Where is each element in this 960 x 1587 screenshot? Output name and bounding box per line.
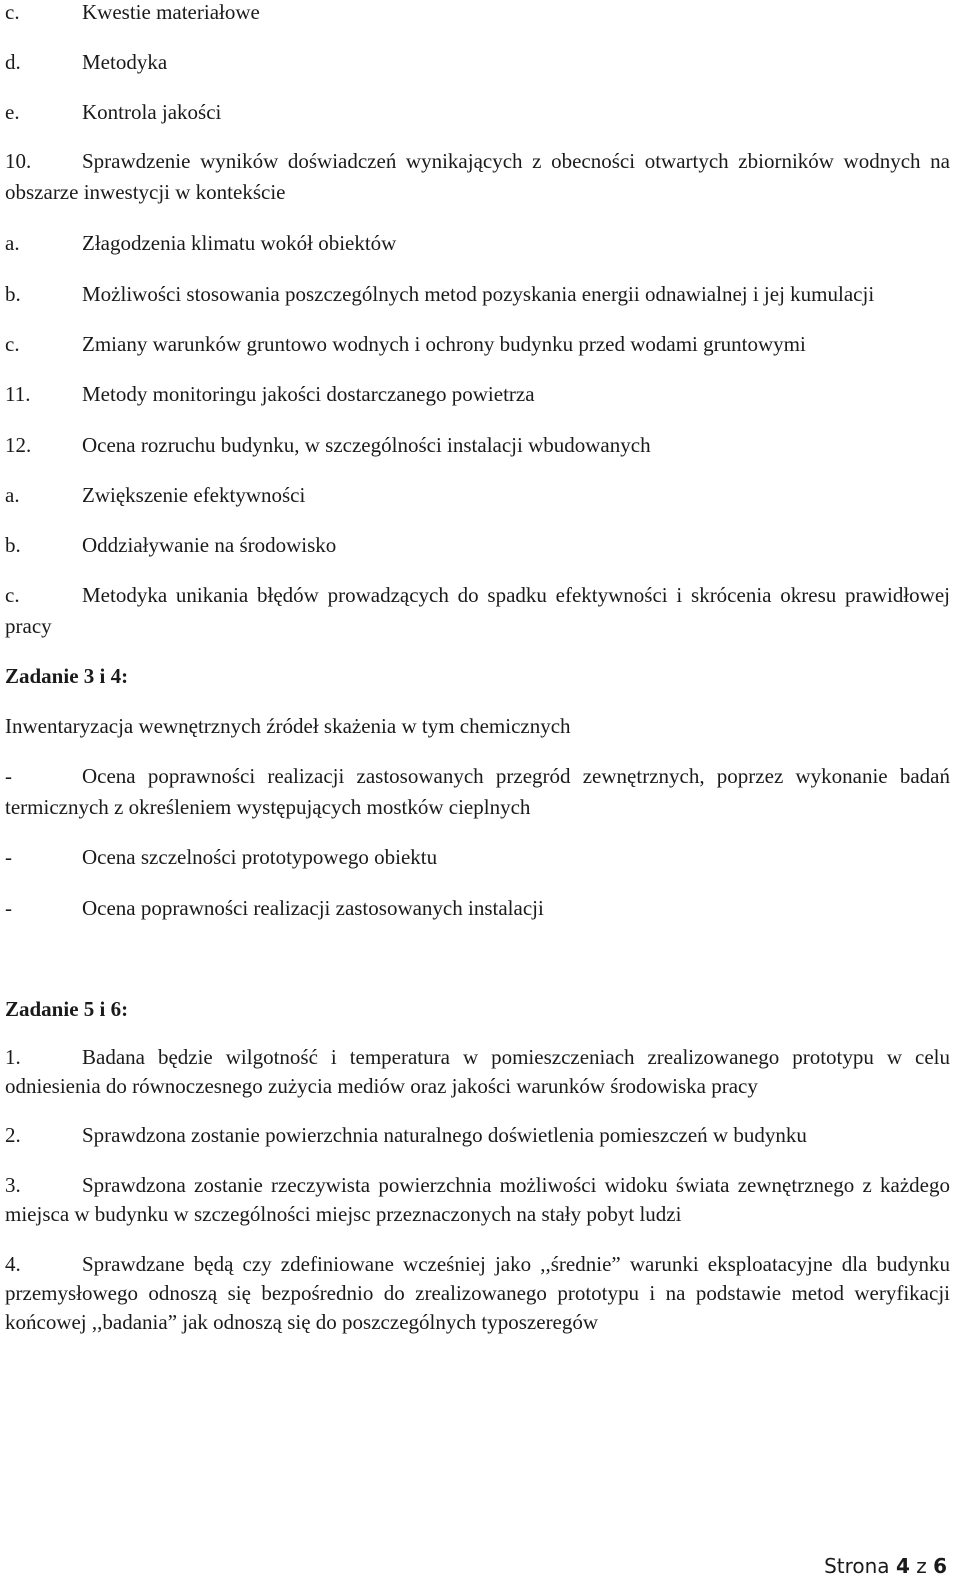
list-item-text: Oddziaływanie na środowisko: [82, 533, 337, 557]
list-item-text: Zmiany warunków gruntowo wodnych i ochrony budynku przed wodami gruntowymi: [82, 332, 806, 356]
list-item-c-materials: [5, 0, 950, 27]
task-3-4-intro: Inwentaryzacja wewnętrznych źródeł skażenia w tym chemicznych: [5, 714, 571, 738]
list-item-e-quality: [5, 97, 950, 127]
list-item-b-renewable: [5, 278, 950, 310]
page-number-label: Strona: [824, 1554, 890, 1578]
list-item-a-climate: [5, 228, 950, 258]
list-item-text: Zwiększenie efektywności: [82, 483, 306, 507]
list-marker: c.: [5, 583, 20, 607]
list-marker: 2.: [5, 1123, 21, 1147]
list-item-c-errors: [5, 580, 950, 642]
task-5-6-item: [5, 1250, 950, 1337]
task-3-4-bullet: [5, 893, 950, 923]
task-5-6-item: [5, 1171, 950, 1229]
page-number-current: 4: [895, 1554, 910, 1578]
list-marker: a.: [5, 483, 20, 507]
list-item-text: Metodyka unikania błędów prowadzących do spadku efektywności i skrócenia okresu prawidłowej pracy: [5, 583, 950, 638]
list-marker: 1.: [5, 1045, 21, 1069]
list-marker: 12.: [5, 433, 32, 457]
list-item-text: Sprawdzona zostanie powierzchnia naturalnego doświetlenia pomieszczeń w budynku: [82, 1123, 807, 1147]
list-item-text: Złagodzenia klimatu wokół obiektów: [82, 231, 397, 255]
list-item-text: Sprawdzenie wyników doświadczeń wynikających z obecności otwartych zbiorników wodnych na obszarze inwestycji w kontekście: [5, 149, 950, 204]
page-number: [824, 1554, 947, 1578]
task-5-6-item: [5, 1043, 950, 1101]
list-item-text: Kontrola jakości: [82, 100, 222, 124]
task-3-4-bullet: [5, 761, 950, 823]
list-item-b-environment: [5, 530, 950, 560]
bullet-marker: -: [5, 845, 12, 869]
list-item-12: [5, 430, 950, 460]
bullet-marker: -: [5, 896, 12, 920]
list-item-a-efficiency: [5, 480, 950, 510]
section-heading-task-3-4: Zadanie 3 i 4:: [5, 664, 129, 688]
list-item-d-methodology: [5, 47, 950, 77]
list-item-text: Sprawdzane będą czy zdefiniowane wcześniej jako ,,średnie” warunki eksploatacyjne dla budynku przemysłowego odnoszą się bezpośrednio do zrealizowanego prototypu i na podstawie metod weryfikacji końcowej ,,badania” jak odnoszą się do poszczególnych typoszeregów: [5, 1252, 950, 1334]
list-marker: c.: [5, 332, 20, 356]
section-heading-task-5-6: Zadanie 5 i 6:: [5, 997, 129, 1021]
list-marker: 4.: [5, 1252, 21, 1276]
list-marker: e.: [5, 100, 20, 124]
list-marker: b.: [5, 282, 21, 306]
bullet-text: Ocena poprawności realizacji zastosowanych przegród zewnętrznych, poprzez wykonanie badań termicznych z określeniem występujących mostków cieplnych: [5, 764, 950, 819]
page-number-separator: z: [916, 1554, 927, 1578]
list-marker: 11.: [5, 382, 31, 406]
list-item-11: [5, 379, 950, 409]
task-3-4-bullet: [5, 842, 950, 872]
bullet-marker: -: [5, 764, 12, 788]
page-number-total: 6: [933, 1554, 947, 1578]
list-marker: 3.: [5, 1173, 21, 1197]
list-item-c-groundwater: [5, 329, 950, 359]
bullet-text: Ocena poprawności realizacji zastosowanych instalacji: [82, 896, 544, 920]
document-page: [5, 0, 950, 1337]
list-marker: d.: [5, 50, 21, 74]
list-item-text: Możliwości stosowania poszczególnych metod pozyskania energii odnawialnej i jej kumulacji: [82, 282, 875, 306]
list-item-text: Badana będzie wilgotność i temperatura w pomieszczeniach zrealizowanego prototypu w celu odniesienia do równoczesnego zużycia mediów oraz jakości warunków środowiska pracy: [5, 1045, 950, 1098]
list-marker: c.: [5, 0, 20, 24]
task-5-6-item: [5, 1120, 950, 1150]
bullet-text: Ocena szczelności prototypowego obiektu: [82, 845, 438, 869]
list-item-text: Ocena rozruchu budynku, w szczególności instalacji wbudowanych: [82, 433, 651, 457]
list-marker: a.: [5, 231, 20, 255]
list-item-text: Metody monitoringu jakości dostarczanego powietrza: [82, 382, 535, 406]
list-marker: b.: [5, 533, 21, 557]
list-item-text: Sprawdzona zostanie rzeczywista powierzchnia możliwości widoku świata zewnętrznego z każdego miejsca w budynku w szczególności miejsc przeznaczonych na stały pobyt ludzi: [5, 1173, 950, 1226]
list-item-text: Metodyka: [82, 50, 168, 74]
list-item-text: Kwestie materiałowe: [82, 0, 260, 24]
list-marker: 10.: [5, 149, 32, 173]
list-item-10: [5, 146, 950, 208]
